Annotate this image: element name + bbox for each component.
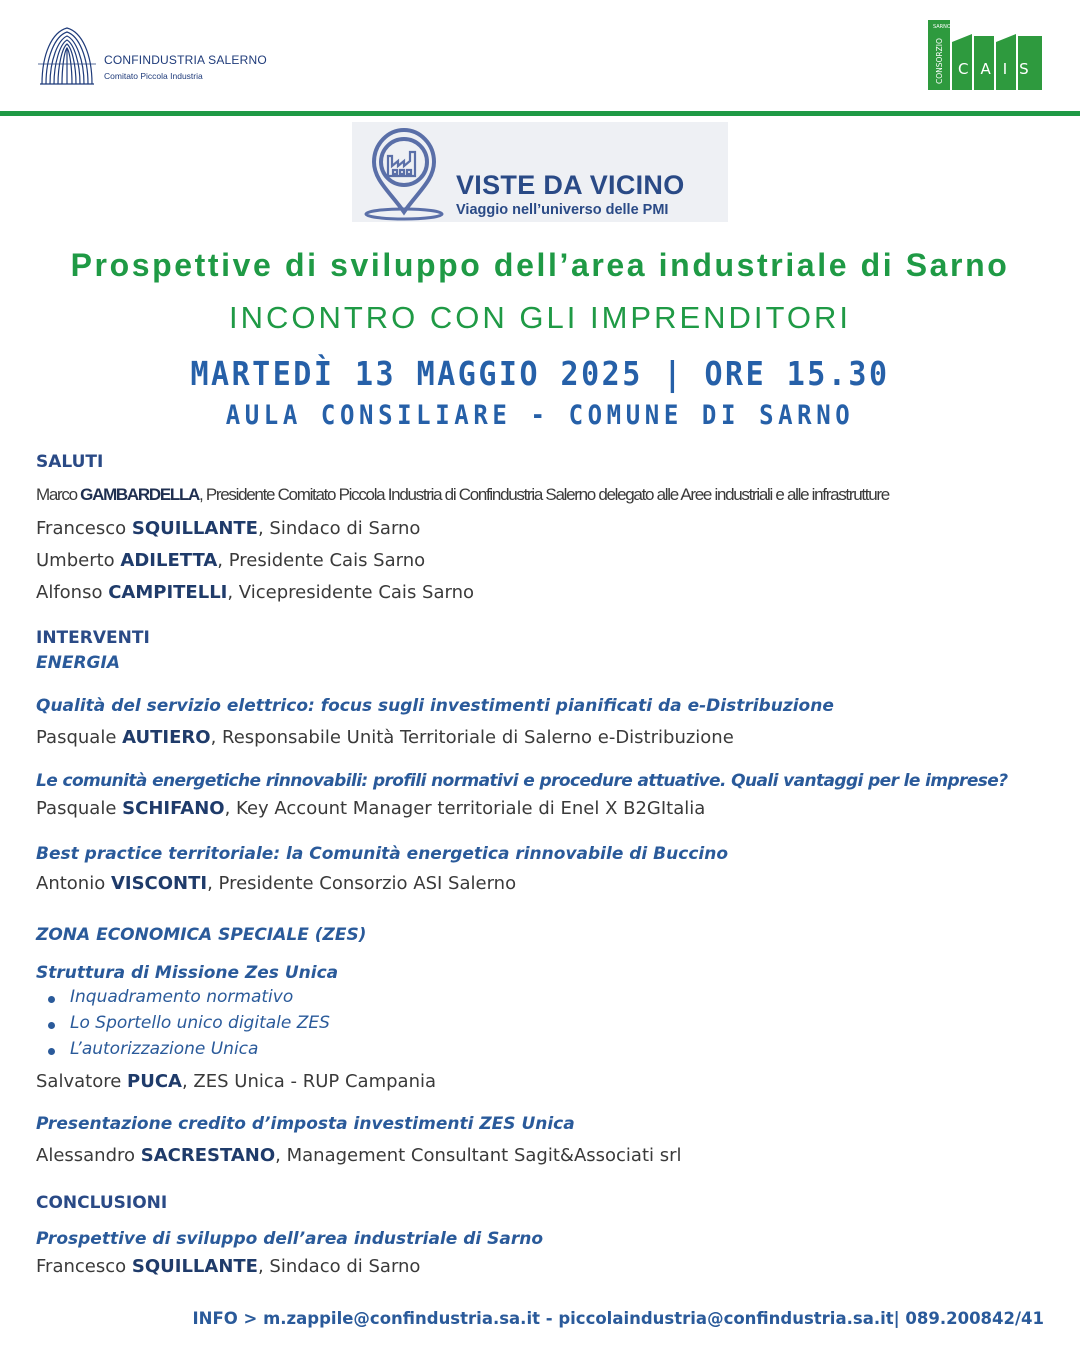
speaker-first-name: Marco	[36, 485, 77, 504]
banner-subtitle: Viaggio nell’universo delle PMI	[456, 202, 669, 218]
list-item	[48, 1039, 330, 1065]
speaker-line	[36, 873, 516, 894]
speaker-last-name: AUTIERO	[122, 727, 211, 748]
speaker-line	[36, 727, 734, 748]
speaker-first-name: Francesco	[36, 1256, 127, 1277]
speaker-role: , Presidente Comitato Piccola Industria di Confindustria Salerno delegato alle Aree industriali e alle infrastrutture	[199, 485, 889, 504]
speaker-line	[36, 485, 889, 505]
event-title: Prospettive di sviluppo dell’area industriale di Sarno	[70, 247, 1010, 283]
bullet-icon	[48, 1022, 55, 1029]
speaker-first-name: Salvatore	[36, 1071, 122, 1092]
contact-info: INFO > m.zappile@confindustria.sa.it - piccolaindustria@confindustria.sa.it| 089.200842/41	[192, 1309, 1044, 1328]
talk-topic: Qualità del servizio elettrico: focus sugli investimenti pianificati da e-Distribuzione	[36, 696, 834, 716]
org-subtitle: Comitato Piccola Industria	[104, 71, 203, 81]
zes-heading: ZONA ECONOMICA SPECIALE (ZES)	[36, 925, 367, 945]
saluti-heading: SALUTI	[36, 452, 104, 472]
speaker-first-name: Antonio	[36, 873, 106, 894]
list-item-text: Inquadramento normativo	[70, 987, 294, 1007]
cais-side-top: SARNO	[933, 24, 951, 30]
speaker-first-name: Umberto	[36, 550, 115, 571]
talk-topic: Struttura di Missione Zes Unica	[36, 963, 339, 983]
speaker-role: , Vicepresidente Cais Sarno	[227, 582, 474, 603]
speaker-role: , Key Account Manager territoriale di Enel X B2GItalia	[224, 798, 706, 819]
speaker-last-name: CAMPITELLI	[108, 582, 228, 603]
cais-logo-icon	[928, 20, 1042, 90]
speaker-line	[36, 798, 705, 819]
speaker-line	[36, 1256, 420, 1277]
speaker-role: , Responsabile Unità Territoriale di Salerno e-Distribuzione	[210, 727, 734, 748]
header-divider	[0, 111, 1080, 116]
energia-heading: ENERGIA	[36, 653, 120, 673]
speaker-role: , Sindaco di Sarno	[257, 1256, 421, 1277]
banner-title: VISTE DA VICINO	[456, 170, 685, 200]
speaker-last-name: SACRESTANO	[140, 1145, 276, 1166]
org-name: CONFINDUSTRIA SALERNO	[104, 53, 267, 67]
speaker-last-name: SQUILLANTE	[131, 518, 258, 539]
speaker-first-name: Alessandro	[36, 1145, 136, 1166]
speaker-last-name: GAMBARDELLA	[80, 485, 200, 504]
speaker-role: , Presidente Consorzio ASI Salerno	[207, 873, 517, 894]
talk-topic: Prospettive di sviluppo dell’area industriale di Sarno	[36, 1229, 544, 1249]
event-subtitle: INCONTRO CON GLI IMPRENDITORI	[228, 300, 852, 335]
event-date: MARTEDÌ 13 MAGGIO 2025 | ORE 15.30	[190, 355, 890, 394]
speaker-first-name: Alfonso	[36, 582, 103, 603]
speaker-role: , Management Consultant Sagit&Associati srl	[275, 1145, 682, 1166]
speaker-last-name: SCHIFANO	[122, 798, 225, 819]
bullet-icon	[48, 1048, 55, 1055]
speaker-role: , Presidente Cais Sarno	[217, 550, 426, 571]
factory-pin-icon	[360, 126, 444, 222]
event-venue: AULA CONSILIARE - COMUNE DI SARNO	[225, 399, 855, 431]
speaker-line	[36, 550, 425, 571]
speaker-line	[36, 518, 420, 539]
list-item-text: Lo Sportello unico digitale ZES	[70, 1013, 330, 1033]
speaker-line	[36, 582, 474, 603]
speaker-last-name: SQUILLANTE	[131, 1256, 258, 1277]
conclusioni-heading: CONCLUSIONI	[36, 1193, 168, 1213]
speaker-first-name: Pasquale	[36, 798, 117, 819]
bullet-icon	[48, 996, 55, 1003]
list-item	[48, 1013, 330, 1039]
talk-topic: Best practice territoriale: la Comunità energetica rinnovabile di Buccino	[36, 844, 729, 864]
talk-topic: Le comunità energetiche rinnovabili: profili normativi e procedure attuative. Quali vantaggi per le imprese?	[36, 771, 1008, 791]
speaker-line	[36, 1145, 682, 1166]
speaker-first-name: Pasquale	[36, 727, 117, 748]
list-item	[48, 987, 330, 1013]
cais-side-text: CONSORZIO	[935, 38, 944, 84]
page-header	[0, 0, 1080, 112]
confindustria-text	[104, 53, 267, 81]
list-item-text: L’autorizzazione Unica	[70, 1039, 259, 1059]
speaker-last-name: PUCA	[127, 1071, 182, 1092]
speaker-last-name: VISCONTI	[110, 873, 208, 894]
talk-topic: Presentazione credito d’imposta investimenti ZES Unica	[36, 1114, 575, 1134]
confindustria-logo-icon	[36, 24, 98, 88]
viste-da-vicino-banner	[352, 122, 728, 222]
interventi-heading: INTERVENTI	[36, 628, 150, 648]
speaker-role: , Sindaco di Sarno	[257, 518, 421, 539]
speaker-last-name: ADILETTA	[120, 550, 218, 571]
speaker-line	[36, 1071, 436, 1092]
speaker-first-name: Francesco	[36, 518, 127, 539]
zes-bullet-list	[48, 987, 330, 1065]
speaker-role: , ZES Unica - RUP Campania	[181, 1071, 437, 1092]
cais-wordmark: CAIS	[958, 60, 1041, 78]
